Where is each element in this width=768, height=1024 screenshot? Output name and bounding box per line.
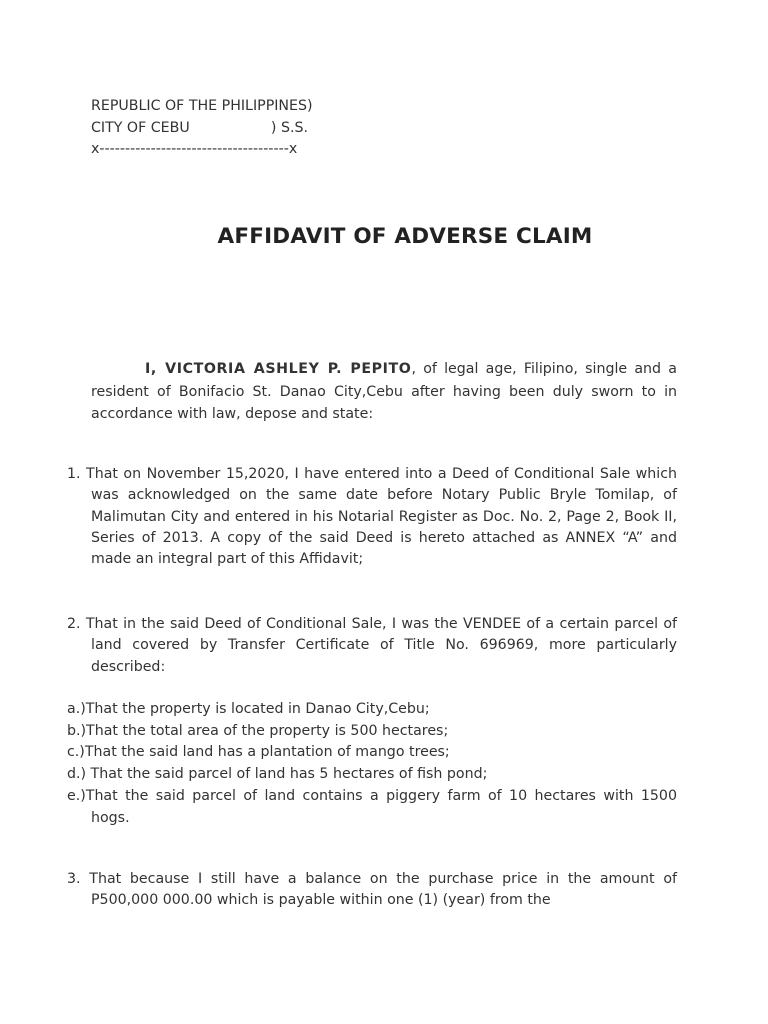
paragraph-3 — [67, 869, 677, 912]
paragraph-text: That in the said Deed of Conditional Sale, I was the VENDEE of a certain parcel of land covered by Transfer Certificate of Title No. 696969, more particularly described: — [85, 616, 677, 675]
list-item: e.)That the said parcel of land contains a piggery farm of 10 hectares with 1500 hogs. — [67, 787, 677, 826]
affiant-name: I, VICTORIA ASHLEY P. PEPITO — [145, 361, 412, 377]
caption-city: CITY OF CEBU ) S.S. — [91, 119, 309, 136]
paragraph-2 — [67, 614, 677, 678]
list-item: c.)That the said land has a plantation of mango trees; — [67, 744, 450, 761]
property-description-list — [67, 699, 677, 829]
caption-separator: x-------------------------------------x — [91, 141, 298, 157]
paragraph-number: 3. — [67, 871, 81, 887]
paragraph-1 — [67, 464, 677, 570]
caption-republic: REPUBLIC OF THE PHILIPPINES) — [91, 98, 313, 114]
document-title: AFFIDAVIT OF ADVERSE CLAIM — [217, 224, 593, 249]
intro-text: , of legal age, Filipino, single and a resident of Bonifacio St. Danao City,Cebu after having been duly sworn to in accordance with law, depose and state: — [91, 361, 677, 422]
paragraph-text: That because I still have a balance on the purchase price in the amount of P500,000 000.00 which is payable within one (1) (year) from the — [89, 871, 677, 909]
list-item: b.)That the total area of the property is 500 hectares; — [67, 722, 449, 739]
list-item: a.)That the property is located in Danao City,Cebu; — [67, 701, 430, 717]
paragraph-number: 1. — [67, 466, 81, 482]
paragraph-text: That on November 15,2020, I have entered into a Deed of Conditional Sale which was acknowledged on the same date before Notary Public Bryle Tomilap, of Malimutan City and entered in his Notarial Register as Doc. No. 2, Page 2, Book II, Series of 2013. A copy of the said Deed is hereto attached as ANNEX “A” and made an integral part of this Affidavit; — [86, 466, 677, 568]
list-item: d.) That the said parcel of land has 5 hectares of fish pond; — [67, 766, 488, 783]
intro-paragraph — [91, 358, 677, 426]
venue-caption — [91, 96, 313, 161]
paragraph-number: 2. — [67, 616, 81, 632]
